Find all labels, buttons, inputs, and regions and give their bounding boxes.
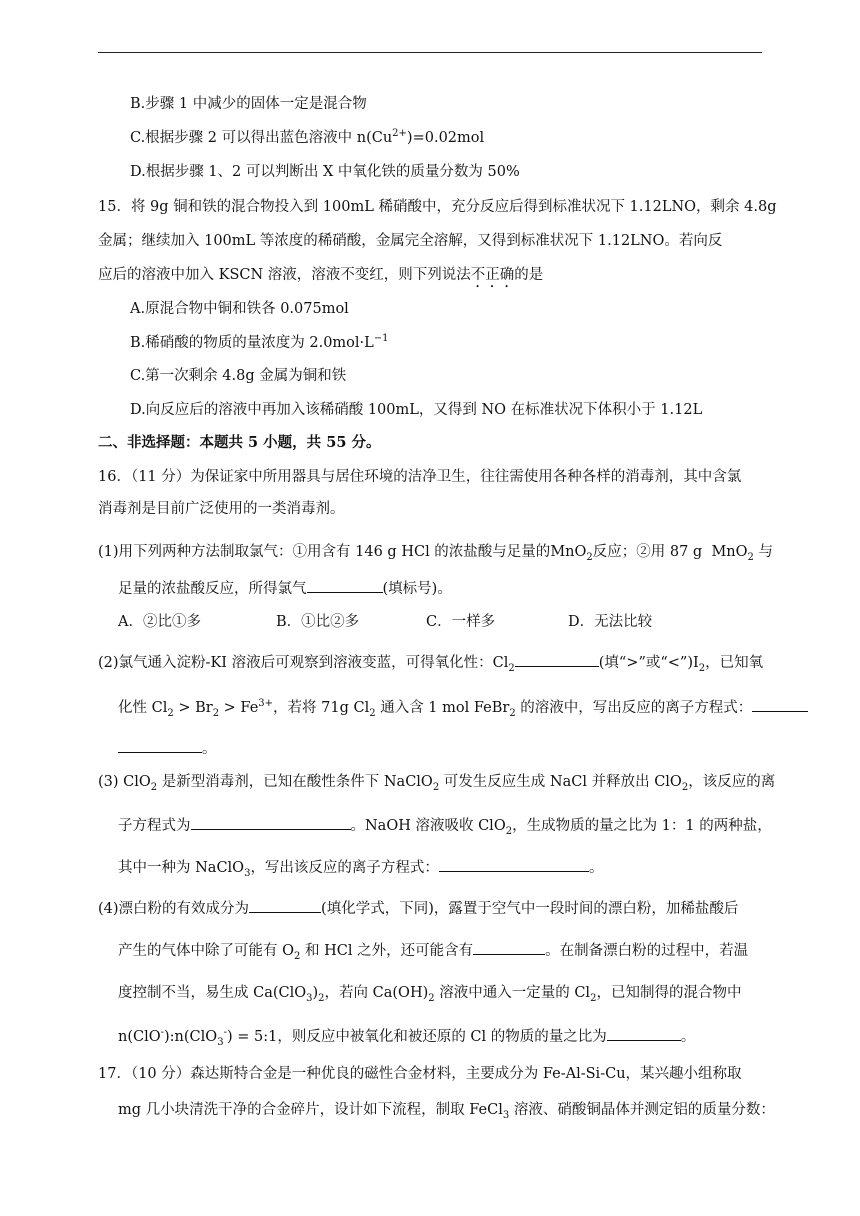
answer-blank[interactable] (515, 652, 599, 667)
option-c: C．一样多 (426, 614, 496, 630)
answer-blank[interactable] (473, 940, 545, 955)
option-a: A．②比①多 (118, 614, 201, 630)
answer-blank[interactable] (249, 898, 321, 913)
option-b: B．①比②多 (276, 614, 360, 630)
q16-stem-line1: 16．（11 分）为保证家中所用器具与居住环境的洁净卫生，往往需使用各种各样的消毒剂，其中含氯 (98, 469, 742, 485)
q16-part2-line3: 。 (118, 738, 217, 759)
header-rule (98, 52, 762, 53)
q16-part2-line2: 化性 $Cl_2 > Br_2 > Fe^{3+}$，若将 71g $Cl_2$ 通入含 1 mol FeBr$_2$ 的溶液中，写出反应的离子方程式： (118, 697, 808, 718)
answer-blank[interactable] (607, 1026, 681, 1041)
q15-stem-line1: 15．将 9g 铜和铁的混合物投入到 100mL 稀硝酸中，充分反应后得到标准状况下 1.12LNO，剩余 4.8g (98, 199, 777, 215)
answer-blank[interactable] (191, 815, 351, 830)
answer-blank[interactable] (118, 738, 202, 753)
q15-option-c: C.第一次剩余 4.8g 金属为铜和铁 (130, 368, 347, 384)
q16-part1-line1: (1)用下列两种方法制取氯气：①用含有 146 g HCl 的浓盐酸与足量的MnO$_2$反应；②用 87 g MnO$_2$ 与 (98, 544, 773, 563)
q14-option-b: B.步骤 1 中减少的固体一定是混合物 (130, 96, 367, 112)
q14-option-d: D.根据步骤 1、2 可以判断出 X 中氧化铁的质量分数为 50% (130, 164, 520, 180)
section-heading: 二、非选择题：本题共 5 小题，共 55 分。 (98, 434, 381, 451)
q17-stem-line1: 17．（10 分）森达斯特合金是一种优良的磁性合金材料，主要成分为 Fe-Al-Si-Cu，某兴趣小组称取 (98, 1066, 742, 1082)
q16-part1-options (118, 612, 652, 632)
q16-part4-line1: (4)漂白粉的有效成分为 (填化学式，下同)，露置于空气中一段时间的漂白粉，加稀盐酸后 (98, 898, 738, 919)
q16-part3-line1: (3) ClO$_2$ 是新型消毒剂，已知在酸性条件下 NaClO$_2$ 可发生反应生成 NaCl 并释放出 ClO$_2$，该反应的离 (98, 774, 776, 793)
q16-part2-line1: (2)氯气通入淀粉-KI 溶液后可观察到溶液变蓝，可得氧化性：$Cl_2$ (填“>”或“$<”)I_2$，已知氧 (98, 652, 763, 673)
q15-option-a: A.原混合物中铜和铁各 0.075mol (130, 301, 349, 317)
q15-stem-line3: 应后的溶液中加入 KSCN 溶液，溶液不变红，则下列说法不正确的是 (98, 267, 544, 283)
q16-part4-line2: 产生的气体中除了可能有 $O_2$ 和 HCl 之外，还可能含有 。在制备漂白粉的过程中，若温 (118, 940, 748, 961)
option-d: D．无法比较 (568, 614, 653, 630)
q15-option-b: B.稀硝酸的物质的量浓度为 $2.0mol\cdot L^{-1}$ (130, 333, 389, 351)
q16-part3-line2: 子方程式为 。NaOH 溶液吸收 ClO$_2$，生成物质的量之比为 1：1 的两种盐， (118, 815, 772, 836)
q16-part3-line3: 其中一种为 NaClO$_3$，写出该反应的离子方程式： 。 (118, 857, 603, 878)
q16-stem-line2: 消毒剂是目前广泛使用的一类消毒剂。 (98, 501, 345, 517)
answer-blank[interactable] (307, 578, 383, 593)
q16-part1-line2: 足量的浓盐酸反应，所得氯气 (填标号)。 (118, 578, 452, 599)
q16-part4-line3: 度控制不当，易生成 $Ca(ClO_3)_2$，若向 $Ca(OH)_2$ 溶液中通入一定量的 $Cl_2$，已知制得的混合物中 (118, 985, 742, 1004)
q15-stem-line2: 金属；继续加入 100mL 等浓度的稀硝酸，金属完全溶解，又得到标准状况下 1.12LNO。若向反 (98, 233, 723, 249)
answer-blank[interactable] (439, 857, 589, 872)
answer-blank[interactable] (752, 697, 808, 712)
q17-stem-line2: mg 几小块清洗干净的合金碎片，设计如下流程，制取 FeCl$_3$ 溶液、硝酸铜晶体并测定铝的质量分数： (118, 1102, 775, 1121)
q16-part4-line4: n(ClO-):n(ClO$_3$-) = 5:1，则反应中被氧化和被还原的 Cl 的物质的量之比为 。 (118, 1027, 696, 1048)
q15-option-d: D.向反应后的溶液中再加入该稀硝酸 100mL，又得到 NO 在标准状况下体积小于 1.12L (130, 402, 703, 418)
q14-option-c: C.根据步骤 2 可以得出蓝色溶液中 $n(Cu^{2+})=0.02mol$ (130, 128, 485, 146)
